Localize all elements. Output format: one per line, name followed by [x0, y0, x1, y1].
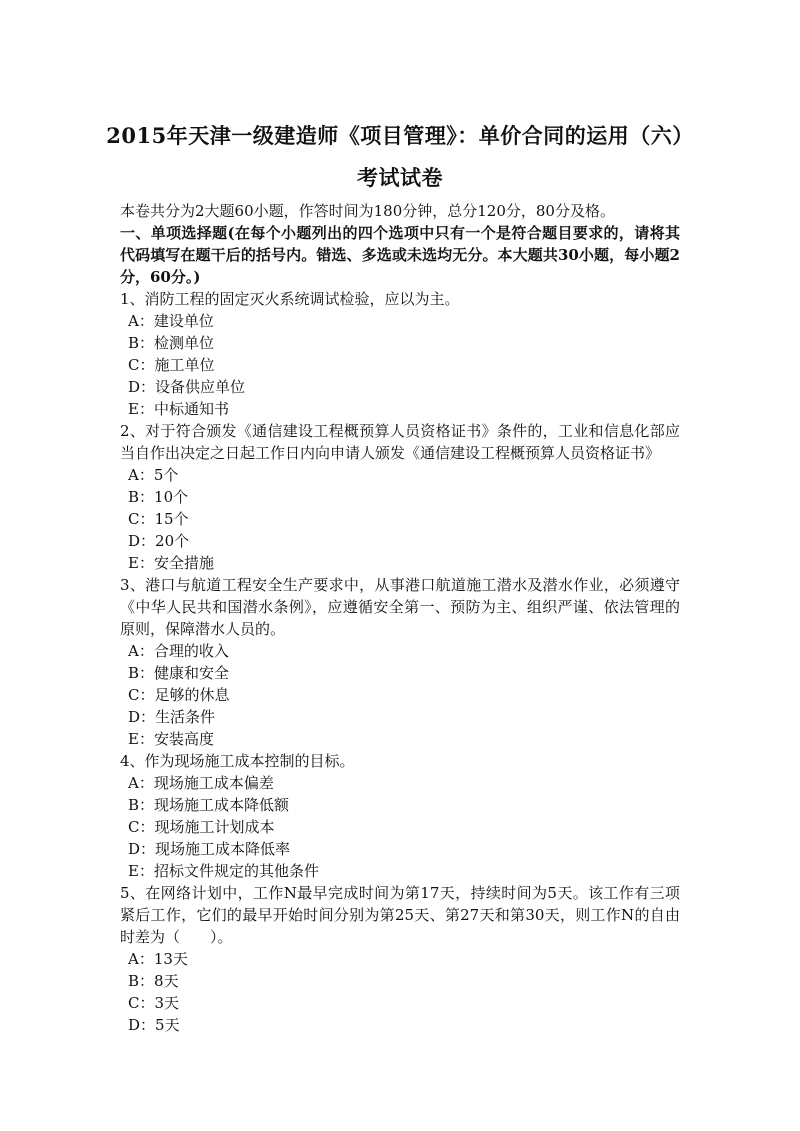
question-2 [120, 420, 680, 574]
option-b: B：健康和安全 [128, 664, 230, 682]
document-subtitle: 考试试卷 [357, 165, 443, 190]
question-4 [120, 750, 680, 882]
option-d: D：20个 [128, 532, 190, 550]
option-c: C：施工单位 [128, 356, 215, 374]
option-a: A：现场施工成本偏差 [128, 774, 274, 792]
option-e: E：安全措施 [128, 554, 214, 572]
question-stem: 3、港口与航道工程安全生产要求中，从事港口航道施工潜水及潜水作业，必须遵守《中华人民共和国潜水条例》，应遵循安全第一、预防为主、组织严谨、依法管理的原则，保障潜水人员的。 [120, 576, 680, 638]
question-stem: 4、作为现场施工成本控制的目标。 [120, 752, 355, 770]
option-d: D：5天 [128, 1016, 180, 1034]
option-e: E：中标通知书 [128, 400, 229, 418]
question-stem: 5、在网络计划中，工作N最早完成时间为第17天，持续时间为5天。该工作有三项紧后工作，它们的最早开始时间分别为第25天、第27天和第30天，则工作N的自由时差为（ ）。 [120, 884, 680, 946]
section-heading: 一、单项选择题(在每个小题列出的四个选项中只有一个是符合题目要求的，请将其代码填写在题干后的括号内。错选、多选或未选均无分。本大题共30小题，每小题2分，60分。) [120, 224, 680, 286]
option-c: C：3天 [128, 994, 180, 1012]
question-5 [120, 882, 680, 1036]
option-e: E：招标文件规定的其他条件 [128, 862, 319, 880]
option-a: A：合理的收入 [128, 642, 229, 660]
option-b: B：10个 [128, 488, 189, 506]
document-body [120, 200, 680, 1036]
option-c: C：足够的休息 [128, 686, 230, 704]
option-d: D：设备供应单位 [128, 378, 246, 396]
exam-intro: 本卷共分为2大题60小题，作答时间为180分钟，总分120分，80分及格。 [120, 202, 615, 220]
option-b: B：检测单位 [128, 334, 215, 352]
option-d: D：现场施工成本降低率 [128, 840, 291, 858]
question-stem: 1、消防工程的固定灭火系统调试检验，应以为主。 [120, 290, 460, 308]
option-e: E：安装高度 [128, 730, 214, 748]
option-b: B：8天 [128, 972, 179, 990]
option-a: A：建设单位 [128, 312, 214, 330]
document-title: 2015年天津一级建造师《项目管理》：单价合同的运用（六） [106, 123, 694, 148]
option-c: C：15个 [128, 510, 189, 528]
question-3 [120, 574, 680, 750]
question-stem: 2、对于符合颁发《通信建设工程概预算人员资格证书》条件的，工业和信息化部应当自作出决定之日起工作日内向申请人颁发《通信建设工程概预算人员资格证书》 [120, 422, 680, 462]
option-b: B：现场施工成本降低额 [128, 796, 290, 814]
option-a: A：13天 [128, 950, 188, 968]
option-c: C：现场施工计划成本 [128, 818, 275, 836]
option-a: A：5个 [128, 466, 179, 484]
option-d: D：生活条件 [128, 708, 216, 726]
question-1 [120, 288, 680, 420]
